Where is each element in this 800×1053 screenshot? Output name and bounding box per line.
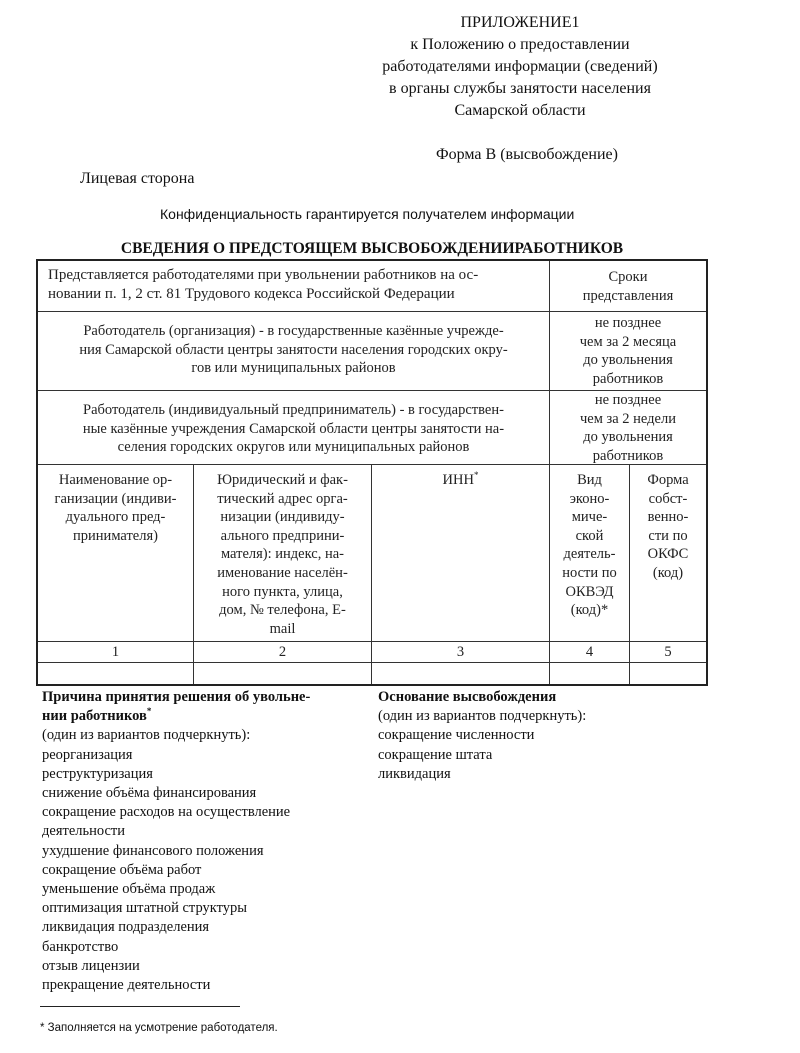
footnote-mark: * xyxy=(146,706,152,717)
column-header-line: Юридический и фак- xyxy=(217,472,348,488)
reason-option[interactable]: ликвидация подразделения xyxy=(42,919,210,936)
column-header-line: Форма xyxy=(647,472,689,488)
deadline-line: не позднее xyxy=(594,315,662,331)
column-header-line: миче- xyxy=(571,509,608,526)
footnote-divider xyxy=(40,1006,240,1007)
column-header-line: именование населён- xyxy=(217,564,348,581)
intro-text-line: новании п. 1, 2 ст. 81 Трудового кодекса Российской Федерации xyxy=(48,285,455,302)
deadline-line: чем за 2 недели xyxy=(579,410,676,427)
reason-option[interactable]: уменьшение объёма продаж xyxy=(42,881,216,898)
footnote-mark: * xyxy=(473,470,479,481)
column-header-okfs xyxy=(630,465,706,642)
release-basis-list xyxy=(378,688,586,784)
deadline-header-cell xyxy=(550,261,706,312)
appendix-line: Самарской области xyxy=(454,102,586,119)
appendix-line: ПРИЛОЖЕНИЕ1 xyxy=(460,14,580,31)
row-text-line: Работодатель (индивидуальный предприниматель) - в государствен- xyxy=(83,402,504,418)
column-header-line: низации (индивиду- xyxy=(220,509,345,526)
basis-option[interactable]: ликвидация xyxy=(378,765,451,782)
employer-organization-cell xyxy=(38,312,550,391)
intro-text-cell xyxy=(38,261,550,312)
column-header-line: ганизации (индиви- xyxy=(54,490,177,507)
column-header-line: ИНН xyxy=(442,472,474,488)
reason-option[interactable]: отзыв лицензии xyxy=(42,957,140,974)
column-header-line: Наименование ор- xyxy=(58,472,173,488)
entry-cell-okfs[interactable] xyxy=(630,663,706,684)
column-header-line: (код) xyxy=(652,564,684,581)
reason-option[interactable]: оптимизация штатной структуры xyxy=(42,900,247,917)
appendix-line: к Положению о предоставлении xyxy=(410,36,630,53)
column-header-line: ности по xyxy=(562,564,617,581)
side-label: Лицевая сторона xyxy=(80,170,195,187)
reason-option[interactable]: ухудшение финансового положения xyxy=(42,842,264,859)
reason-option[interactable]: реструктуризация xyxy=(42,765,153,782)
column-number: 1 xyxy=(38,642,194,663)
entry-cell-address[interactable] xyxy=(194,663,372,684)
reason-title-line: нии работников xyxy=(42,708,147,725)
dismissal-reason-list xyxy=(42,688,310,995)
column-header-line: ОКВЭД xyxy=(565,583,614,600)
deadline-line: работников xyxy=(592,370,664,387)
reason-option[interactable]: сокращение расходов на осуществление xyxy=(42,804,291,821)
intro-text-line: Представляется работодателями при увольнении работников на ос- xyxy=(48,267,479,283)
column-header-line: дом, № телефона, E- xyxy=(219,602,346,619)
column-number: 5 xyxy=(630,642,706,663)
reason-option[interactable]: банкротство xyxy=(42,938,119,955)
form-name: Форма В (высвобождение) xyxy=(436,146,618,163)
column-number: 3 xyxy=(372,642,550,663)
row-text-line: ния Самарской области центры занятости населения городских окру- xyxy=(79,341,508,358)
column-header-line: ного пункта, улица, xyxy=(222,583,343,600)
column-header-name xyxy=(38,465,194,642)
entry-cell-inn[interactable] xyxy=(372,663,550,684)
deadline-organization-cell xyxy=(550,312,706,391)
reason-option[interactable]: реорганизация xyxy=(42,746,133,763)
reason-option[interactable]: прекращение деятельности xyxy=(42,977,211,994)
column-number: 4 xyxy=(550,642,630,663)
deadline-line: до увольнения xyxy=(583,429,673,446)
deadline-entrepreneur-cell xyxy=(550,391,706,465)
deadline-line: чем за 2 месяца xyxy=(579,333,677,350)
reason-title-line: Причина принятия решения об увольне- xyxy=(42,689,311,705)
release-info-table xyxy=(36,259,708,686)
basis-title: Основание высвобождения xyxy=(378,689,557,705)
reason-option[interactable]: снижение объёма финансирования xyxy=(42,785,257,802)
entry-cell-okved[interactable] xyxy=(550,663,630,684)
column-header-line: эконо- xyxy=(569,490,610,507)
basis-option[interactable]: сокращение численности xyxy=(378,727,535,744)
appendix-line: работодателями информации (сведений) xyxy=(382,58,658,75)
column-header-line: собст- xyxy=(648,490,688,507)
column-header-inn xyxy=(372,465,550,642)
column-header-line: ального предприни- xyxy=(220,527,345,544)
column-header-okved xyxy=(550,465,630,642)
row-text-line: Работодатель (организация) - в государственные казённые учрежде- xyxy=(83,323,504,339)
column-header-line: mail xyxy=(269,620,296,637)
column-header-line: принимателя) xyxy=(73,527,158,544)
row-text-line: гов или муниципальных районов xyxy=(191,360,396,377)
column-header-line: ОКФС xyxy=(647,546,689,563)
reason-hint: (один из вариантов подчеркнуть): xyxy=(42,727,251,744)
entry-cell-name[interactable] xyxy=(38,663,194,684)
column-header-line: ской xyxy=(575,527,604,544)
deadline-line: работников xyxy=(592,447,664,464)
deadline-line: не позднее xyxy=(594,392,662,408)
page-title: СВЕДЕНИЯ О ПРЕДСТОЯЩЕМ ВЫСВОБОЖДЕНИИРАБОТНИКОВ xyxy=(120,240,624,257)
basis-hint: (один из вариантов подчеркнуть): xyxy=(378,708,587,725)
column-header-line: Вид xyxy=(577,472,602,488)
column-header-line: веннo- xyxy=(647,509,689,526)
column-header-line: дуального пред- xyxy=(65,509,166,526)
reason-option[interactable]: сокращение объёма работ xyxy=(42,861,202,878)
footnote: * Заполняется на усмотрение работодателя. xyxy=(40,1022,278,1034)
column-header-address xyxy=(194,465,372,642)
reason-option[interactable]: деятельности xyxy=(42,823,126,840)
row-text-line: ные казённые учреждения Самарской области центры занятости на- xyxy=(82,420,505,437)
row-text-line: селения городских округов или муниципальных районов xyxy=(117,439,470,456)
column-header-line: тический адрес орга- xyxy=(217,490,348,507)
deadline-header-line: представления xyxy=(582,287,674,304)
basis-option[interactable]: сокращение штата xyxy=(378,746,493,763)
column-header-line: мателя): индекс, на- xyxy=(220,546,345,563)
column-header-line: сти по xyxy=(648,527,688,544)
confidentiality-note: Конфиденциальность гарантируется получателем информации xyxy=(160,206,575,222)
appendix-header xyxy=(340,12,700,122)
deadline-header-line: Сроки xyxy=(608,269,648,285)
appendix-line: в органы службы занятости населения xyxy=(389,80,651,97)
column-number: 2 xyxy=(194,642,372,663)
deadline-line: до увольнения xyxy=(583,352,673,369)
column-header-line: деятель- xyxy=(563,546,616,563)
column-header-line: (код)* xyxy=(570,602,609,619)
employer-entrepreneur-cell xyxy=(38,391,550,465)
